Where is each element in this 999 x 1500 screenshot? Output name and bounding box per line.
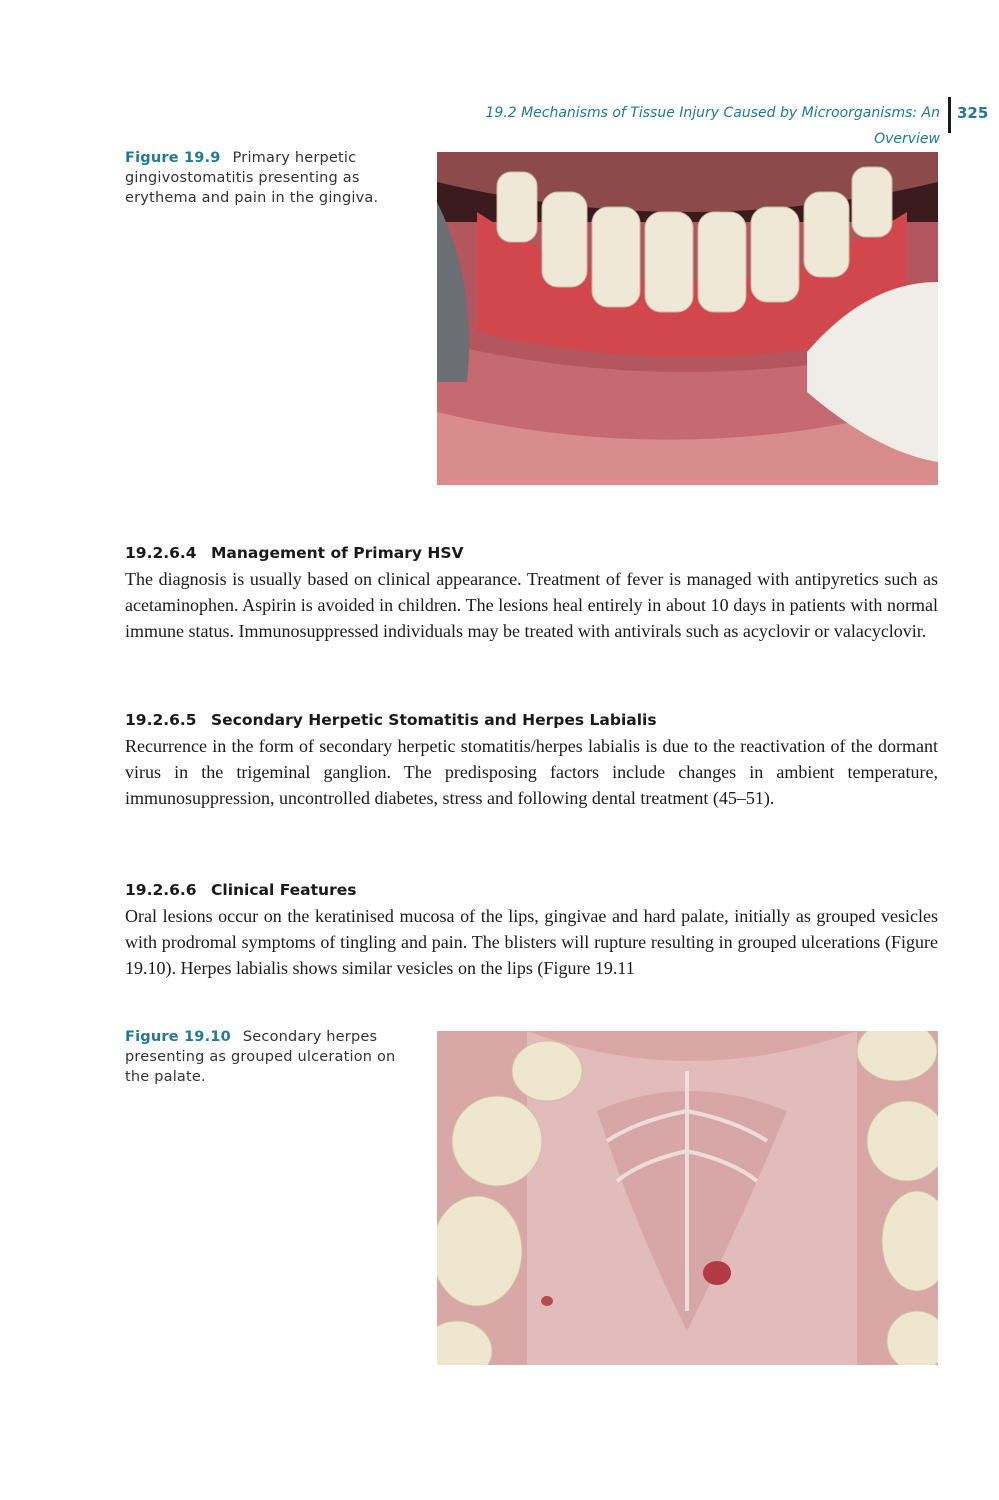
section-management-primary-hsv <box>125 540 938 644</box>
figure-19-10-photo <box>437 1031 938 1365</box>
figure-19-9-photo <box>437 152 938 485</box>
section-heading <box>125 707 938 733</box>
caption-text: Secondary herpes presenting as grouped ulceration on the palate. <box>125 1029 396 1085</box>
section-body: The diagnosis is usually based on clinical appearance. Treatment of fever is managed with antipyretics such as acetaminophen. Aspirin is avoided in children. The lesions heal entirely in about 10 days in patients with normal immune status. Immunosuppressed individuals may be treated with antivirals such as acyclovir or valacyclovir. <box>125 569 938 641</box>
figure-19-10-caption <box>125 1027 405 1087</box>
section-number: 19.2.6.6 <box>125 881 197 899</box>
figure-label: Figure 19.10 <box>125 1029 231 1045</box>
header-rule <box>948 97 951 133</box>
caption-text: Primary herpetic gingivostomatitis presenting as erythema and pain in the gingiva. <box>125 150 379 206</box>
figure-label: Figure 19.9 <box>125 150 221 166</box>
page-number: 325 <box>957 104 989 122</box>
section-number: 19.2.6.4 <box>125 544 197 562</box>
section-secondary-herpetic-stomatitis <box>125 707 938 811</box>
figure-19-9-caption <box>125 148 405 208</box>
section-heading <box>125 540 938 566</box>
section-title: Secondary Herpetic Stomatitis and Herpes Labialis <box>211 711 657 729</box>
section-clinical-features <box>125 877 938 981</box>
section-body: Oral lesions occur on the keratinised mucosa of the lips, gingivae and hard palate, initially as grouped vesicles with prodromal symptoms of tingling and pain. The blisters will rupture resulting in grouped ulcerations (Figure 19.10). Herpes labialis shows similar vesicles on the lips (Figure 19.11 <box>125 906 938 978</box>
section-title: Clinical Features <box>211 881 357 899</box>
section-body: Recurrence in the form of secondary herpetic stomatitis/herpes labialis is due to the reactivation of the dormant virus in the trigeminal ganglion. The predisposing factors include changes in ambient temperature, immunosuppression, uncontrolled diabetes, stress and following dental treatment (45–51). <box>125 736 938 808</box>
running-head: 19.2 Mechanisms of Tissue Injury Caused by Microorganisms: An Overview <box>485 105 940 147</box>
section-title: Management of Primary HSV <box>211 544 464 562</box>
palate-ulceration-photo <box>437 1031 938 1365</box>
gingivostomatitis-photo <box>437 152 938 485</box>
section-heading <box>125 877 938 903</box>
section-number: 19.2.6.5 <box>125 711 197 729</box>
